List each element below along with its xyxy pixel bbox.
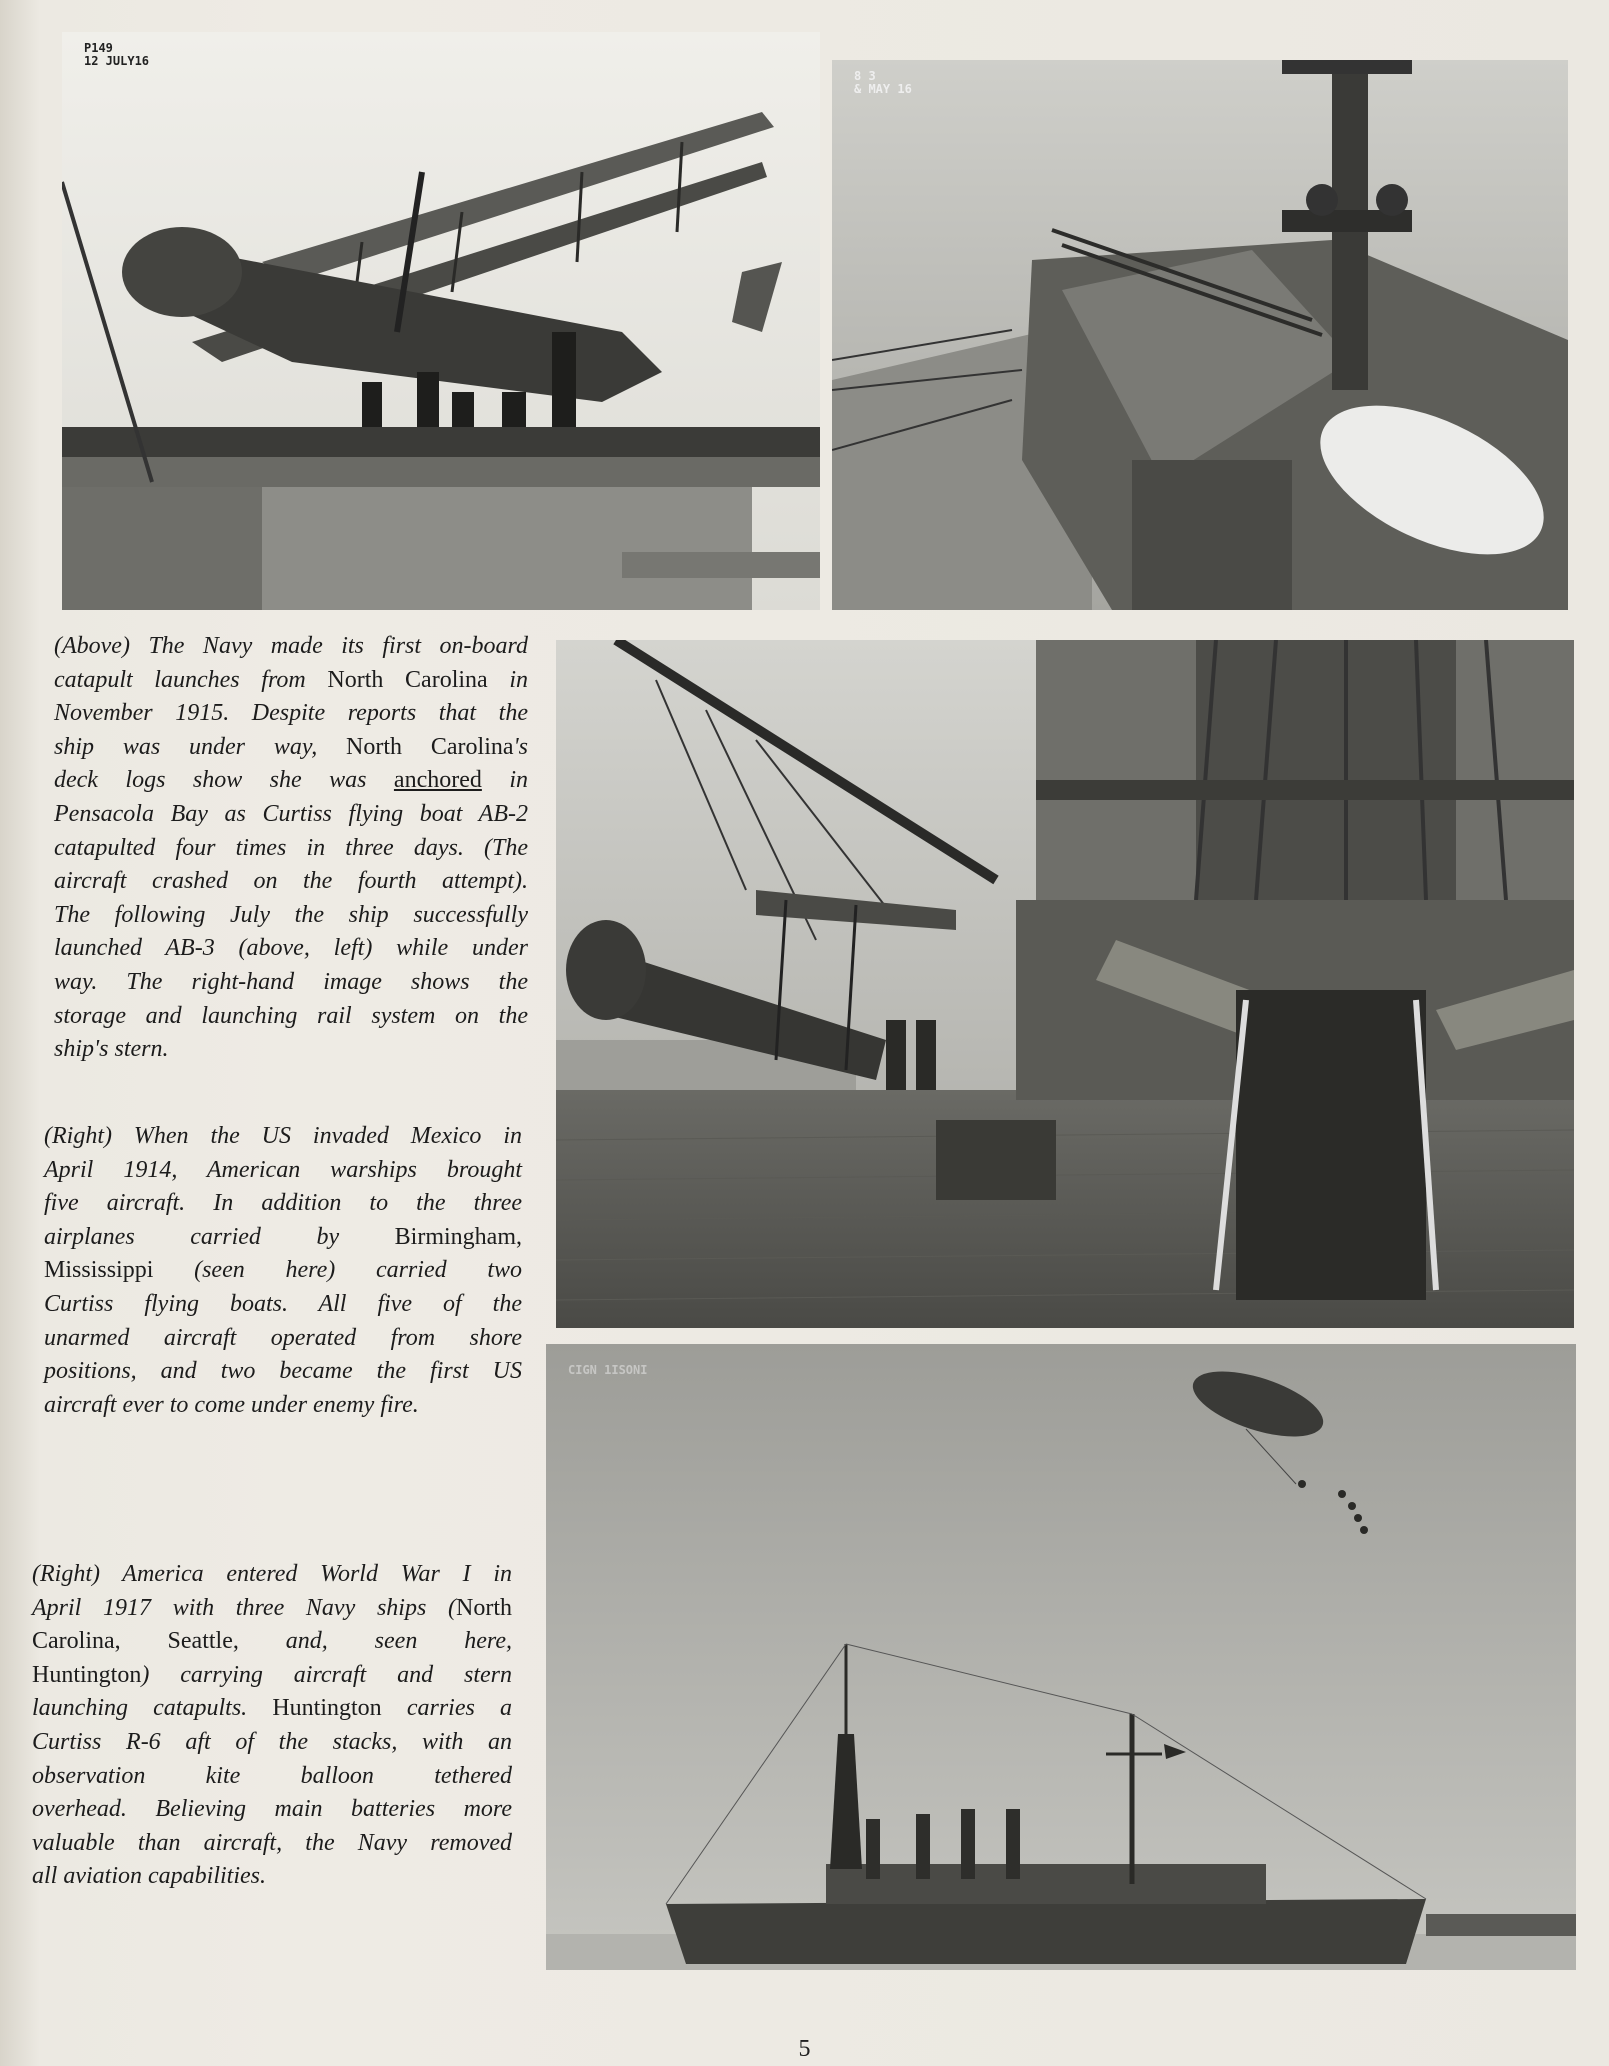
caption-line: Curtiss flying boats. All five of the — [44, 1290, 522, 1317]
caption-line: (Right) When the US invaded Mexico in — [44, 1123, 522, 1149]
caption-line: valuable than aircraft, the Navy removed — [32, 1829, 512, 1856]
caption-mexico-invasion — [44, 1120, 522, 1422]
huntington-photo-image — [546, 1344, 1576, 1970]
caption-line: Huntington) carrying aircraft and stern — [32, 1661, 512, 1688]
caption-line: catapult launches from North Carolina in — [54, 666, 529, 693]
caption-line: airplanes carried by Birmingham, — [44, 1223, 522, 1250]
caption-line: overhead. Believing main batteries more — [32, 1796, 512, 1823]
caption-line: aircraft ever to come under enemy fire. — [44, 1391, 419, 1418]
page-number: 5 — [798, 2036, 811, 2062]
photo-date: 12 JULY16 — [84, 54, 150, 68]
photo-code: P149 — [84, 41, 113, 55]
caption-world-war-one — [32, 1558, 512, 1894]
stern-photo-image — [832, 60, 1568, 610]
caption-catapult-launches — [54, 630, 528, 1067]
caption-line: launching catapults. Huntington carries a — [32, 1695, 512, 1722]
caption-line: way. The right-hand image shows the — [54, 968, 528, 995]
caption-line: Mississippi (seen here) carried two — [44, 1257, 522, 1284]
photo-date: & MAY 16 — [854, 82, 912, 96]
caption-line: ship's stern. — [54, 1036, 169, 1063]
photo-label-top-left — [84, 42, 149, 68]
caption-line: unarmed aircraft operated from shore — [44, 1324, 522, 1351]
caption-line: (Right) America entered World War I in — [32, 1561, 512, 1587]
caption-line: all aviation capabilities. — [32, 1863, 266, 1890]
caption-line: Pensacola Bay as Curtiss flying boat AB-2 — [54, 800, 528, 827]
photo-label-bottom: CIGN 1ISONI — [568, 1363, 648, 1377]
caption-line: observation kite balloon tethered — [32, 1762, 512, 1789]
caption-line: positions, and two became the first US — [44, 1358, 522, 1385]
photo-huntington-balloon — [546, 1344, 1576, 1970]
caption-line: Carolina, Seattle, and, seen here, — [32, 1628, 512, 1655]
caption-line: catapulted four times in three days. (The — [54, 834, 528, 861]
caption-line: Curtiss R-6 aft of the stacks, with an — [32, 1728, 512, 1755]
caption-line: deck logs show she was anchored in — [54, 767, 528, 794]
photo-stern-launch-rail — [832, 60, 1568, 610]
caption-line: (Above) The Navy made its first on-board — [54, 633, 528, 659]
caption-line: The following July the ship successfully — [54, 901, 528, 928]
caption-line: storage and launching rail system on the — [54, 1002, 528, 1029]
photo-code: 8 3 — [854, 69, 876, 83]
photo-biplane-on-catapult — [62, 32, 820, 610]
caption-line: November 1915. Despite reports that the — [54, 700, 528, 727]
photo-mississippi-deck — [556, 640, 1574, 1328]
mississippi-photo-image — [556, 640, 1574, 1328]
caption-line: five aircraft. In addition to the three — [44, 1190, 522, 1217]
caption-line: launched AB-3 (above, left) while under — [54, 935, 528, 962]
caption-line: April 1917 with three Navy ships (North — [32, 1594, 512, 1621]
photo-label-top-right — [854, 70, 912, 96]
caption-line: April 1914, American warships brought — [44, 1156, 522, 1183]
biplane-photo-image — [62, 32, 820, 610]
caption-line: ship was under way, North Carolina's — [54, 733, 529, 760]
caption-line: aircraft crashed on the fourth attempt). — [54, 868, 528, 895]
